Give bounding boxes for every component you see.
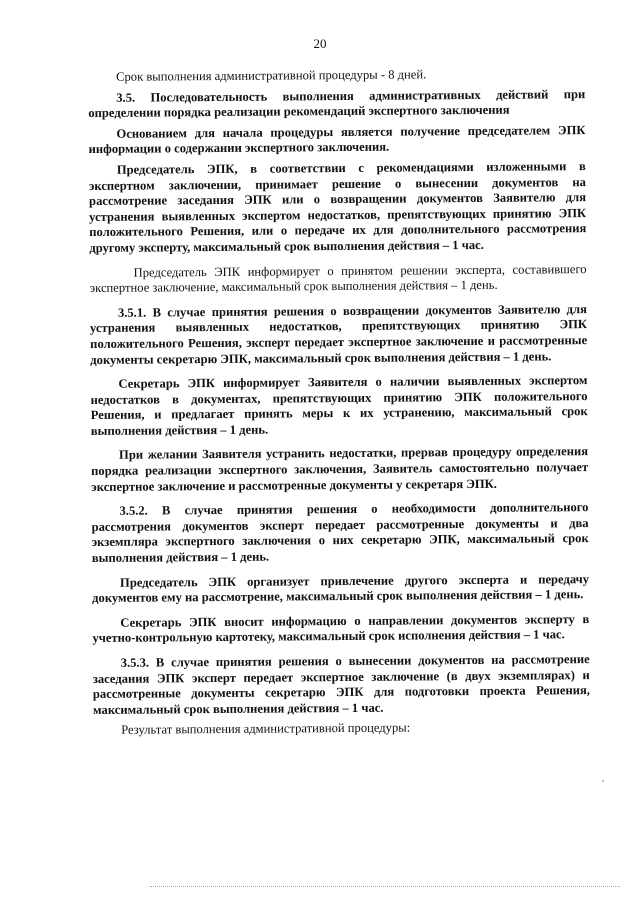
page-number: 20 [313,36,327,51]
paragraph: Секретарь ЭПК информирует Заявителя о наличии выявленных экспертом недостатков в документах, препятствующих принятию ЭПК положительного Решения, и предлагает принять меры к их устранению, максимальный срок выполнения действия – 1 день. [90,373,588,438]
section-heading: 3.5. Последовательность выполнения административных действий при определении порядка реализации рекомендаций экспертного заключения [88,86,586,121]
paragraph: 3.5.3. В случае принятия решения о вынесении документов на рассмотрение заседания ЭПК эксперт передает экспертное заключение (в двух экземплярах) и рассмотренные документы секретарю ЭПК для подготовки проекта Решения, максимальный срок выполнения действия – 1 час. [92,652,590,717]
paragraph: Результат выполнения административной процедуры: [121,720,411,738]
paragraph: При желании Заявителя устранить недостатки, прервав процедуру определения порядка реализации экспертного заключения, Заявитель самостоятельно получает экспертное заключение и рассмотренные документы у секретаря ЭПК. [91,444,589,494]
scan-edge-artifact [150,882,620,887]
paragraph: 3.5.1. В случае принятия решения о возвращении документов Заявителю для устранения выявленных недостатков, препятствующих принятию ЭПК положительного Решения, эксперт передает экспертное заключение и рассмотренные документы секретарю ЭПК, максимальный срок выполнения действия – 1 день. [89,301,588,367]
paragraph: Председатель ЭПК, в соответствии с рекомендациями изложенными в экспертном заключении, принимает решение о вынесении документов на рассмотрение заседания ЭПК или о возвращении документов Заявителю для устранения выявленных экспертом недостатков, препятствующих принятию ЭПК положительного Решения, или о передаче их для дополнительного рассмотрения другому эксперту, максимальный срок выполнения действия – 1 час. [88,159,587,255]
paragraph: 3.5.2. В случае принятия решения о необходимости дополнительного рассмотрения документов эксперт передает рассмотренные документы и два экземпляра экспертного заключения о них секретарю ЭПК, максимальный срок выполнения действия – 1 день. [91,500,589,566]
scan-artifact [602,780,604,782]
paragraph: Председатель ЭПК информирует о принятом решении эксперта, составившего экспертное заключение, максимальный срок выполнения действия – 1 день. [89,261,587,296]
paragraph: Председатель ЭПК организует привлечение другого эксперта и передачу документов ему на рассмотрение, максимальный срок выполнения действия – 1 день. [92,571,590,606]
paragraph: Основанием для начала процедуры является получение председателем ЭПК информации о содержании экспертного заключения. [88,122,586,157]
paragraph: Срок выполнения административной процедуры - 8 дней. [115,67,427,84]
paragraph: Секретарь ЭПК вносит информацию о направлении документов эксперту в учетно-контрольную картотеку, максимальный срок исполнения действия – 1 час. [92,611,590,646]
document-body [88,66,590,744]
